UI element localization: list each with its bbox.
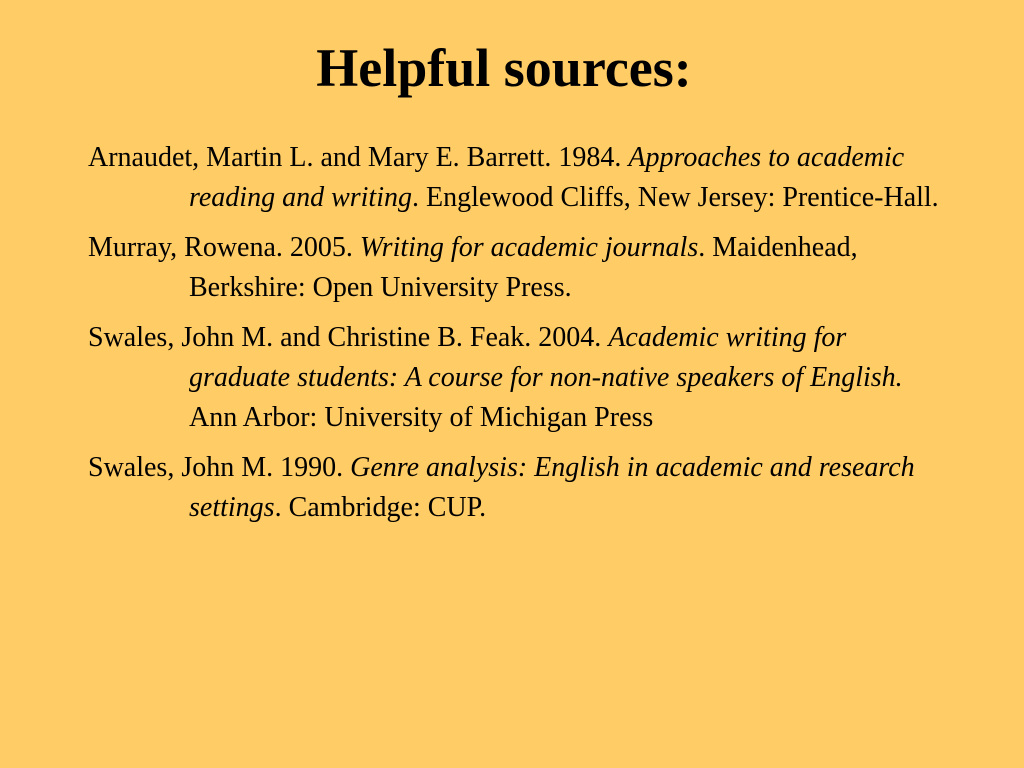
reference-publisher: . Cambridge: CUP. [274,492,487,523]
reference-authors-year: Arnaudet, Martin L. and Mary E. Barrett. 1984. [88,142,629,173]
reference-authors-year: Swales, John M. 1990. [88,452,351,483]
reference-title: Academic writing for graduate students: A course for non-native speakers of English. [189,322,903,393]
reference-authors-year: Swales, John M. and Christine B. Feak. 2004. [88,322,609,353]
reference-item [88,318,948,438]
reference-item [88,138,948,218]
reference-publisher: . Maidenhead, Berkshire: Open University Press. [189,232,858,303]
reference-item [88,228,948,308]
reference-publisher: Ann Arbor: University of Michigan Press [189,402,654,433]
reference-item [88,448,948,528]
reference-list [88,138,948,538]
reference-publisher: . Englewood Cliffs, New Jersey: Prentice-Hall. [411,182,939,213]
reference-title: Approaches to academic reading and writing [189,142,905,213]
reference-authors-year: Murray, Rowena. 2005. [88,232,360,263]
reference-title: Writing for academic journals [359,232,699,263]
slide-title: Helpful sources: [316,38,692,98]
reference-title: Genre analysis: English in academic and research settings [189,452,915,523]
